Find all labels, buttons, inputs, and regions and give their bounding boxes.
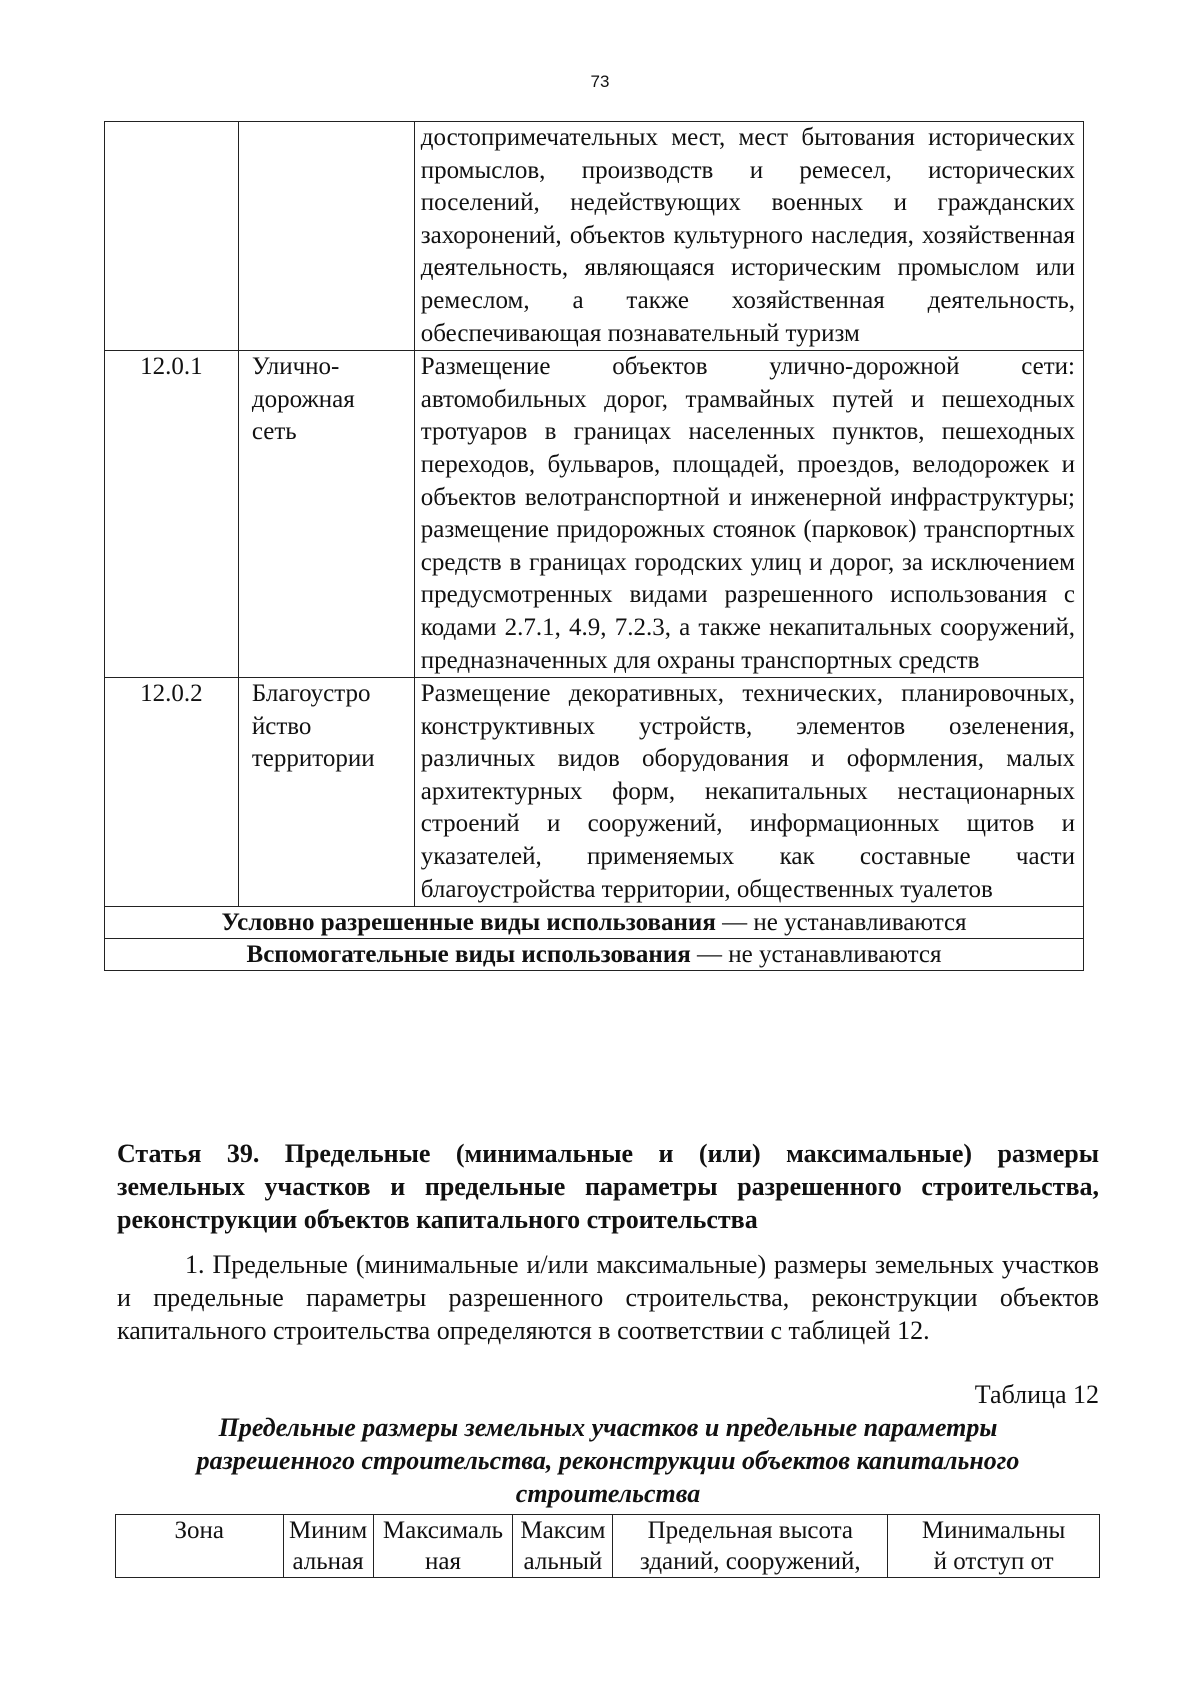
header-min-area: Миним альная	[283, 1515, 373, 1578]
use-name-line: йство	[251, 712, 312, 740]
table-header-row	[116, 1515, 1100, 1578]
auxiliary-uses-row	[105, 939, 1084, 971]
use-description: достопримечательных мест, мест бытования исторических промыслов, производств и ремесел, исторических поселений, недействующих военных и гражданских захоронений, объектов культурного наследия, хозяйственная деятельность, являющаяся историческим промыслом или ремеслом, а также хозяйственная деятельность, обеспечивающая познавательный туризм	[414, 122, 1083, 351]
auxiliary-uses-status: — не устанавливаются	[690, 941, 942, 969]
table-title-line: строительства	[515, 1479, 701, 1508]
use-name	[238, 678, 414, 907]
header-zone: Зона	[116, 1515, 284, 1578]
page-number: 73	[590, 72, 610, 91]
paragraph	[117, 1248, 1099, 1347]
use-name-line: Благоустро	[251, 680, 371, 708]
table-title-line: Предельные размеры земельных участков и предельные параметры	[218, 1413, 998, 1442]
paragraph-text: 1. Предельные (минимальные и/или максимальные) размеры земельных участков и предельные параметры разрешенного строительства, реконструкции объектов капитального строительства определяются в соответствии с таблицей 12.	[117, 1250, 1099, 1345]
use-code: 12.0.1	[105, 351, 239, 678]
use-name	[238, 122, 414, 351]
conditional-uses-label: Условно разрешенные виды использования	[221, 909, 716, 937]
table-row	[105, 122, 1084, 351]
article-heading: Статья 39. Предельные (минимальные и (или) максимальные) размеры земельных участков и предельные параметры разрешенного строительства, реконструкции объектов капитального строительства	[117, 1139, 1099, 1234]
use-name-line: Улично-	[251, 353, 340, 381]
use-code	[105, 122, 239, 351]
table-row	[105, 678, 1084, 907]
land-use-table	[104, 121, 1084, 971]
header-max-area: Максималь ная	[373, 1515, 513, 1578]
use-name	[238, 351, 414, 678]
header-max-percent: Максим альный	[513, 1515, 613, 1578]
limits-table	[115, 1514, 1100, 1578]
conditional-uses-text	[105, 907, 1084, 939]
table-title	[117, 1411, 1099, 1510]
use-code: 12.0.2	[105, 678, 239, 907]
table-row	[105, 351, 1084, 678]
auxiliary-uses-text	[105, 939, 1084, 971]
conditional-uses-status: — не устанавливаются	[715, 909, 967, 937]
use-name-line: сеть	[251, 418, 297, 446]
use-name-line: территории	[251, 745, 375, 773]
table-title-line: разрешенного строительства, реконструкции объектов капитального	[196, 1446, 1020, 1475]
header-min-setback: Минимальны й отступ от	[888, 1515, 1100, 1578]
table-label: Таблица 12	[974, 1380, 1099, 1409]
conditional-uses-row	[105, 907, 1084, 939]
use-name-line: дорожная	[251, 385, 355, 413]
use-description: Размещение объектов улично-дорожной сети: автомобильных дорог, трамвайных путей и пешеходных тротуаров в границах населенных пунктов, пешеходных переходов, бульваров, площадей, проездов, велодорожек и объектов велотранспортной и инженерной инфраструктуры; размещение придорожных стоянок (парковок) транспортных средств в границах городских улиц и дорог, за исключением предусмотренных видами разрешенного использования с кодами 2.7.1, 4.9, 7.2.3, а также некапитальных сооружений, предназначенных для охраны транспортных средств	[414, 351, 1083, 678]
use-description: Размещение декоративных, технических, планировочных, конструктивных устройств, элементов озеленения, различных видов оборудования и оформления, малых архитектурных форм, некапитальных нестационарных строений и сооружений, информационных щитов и указателей, применяемых как составные части благоустройства территории, общественных туалетов	[414, 678, 1083, 907]
header-height: Предельная высота зданий, сооружений,	[613, 1515, 888, 1578]
auxiliary-uses-label: Вспомогательные виды использования	[246, 941, 691, 969]
